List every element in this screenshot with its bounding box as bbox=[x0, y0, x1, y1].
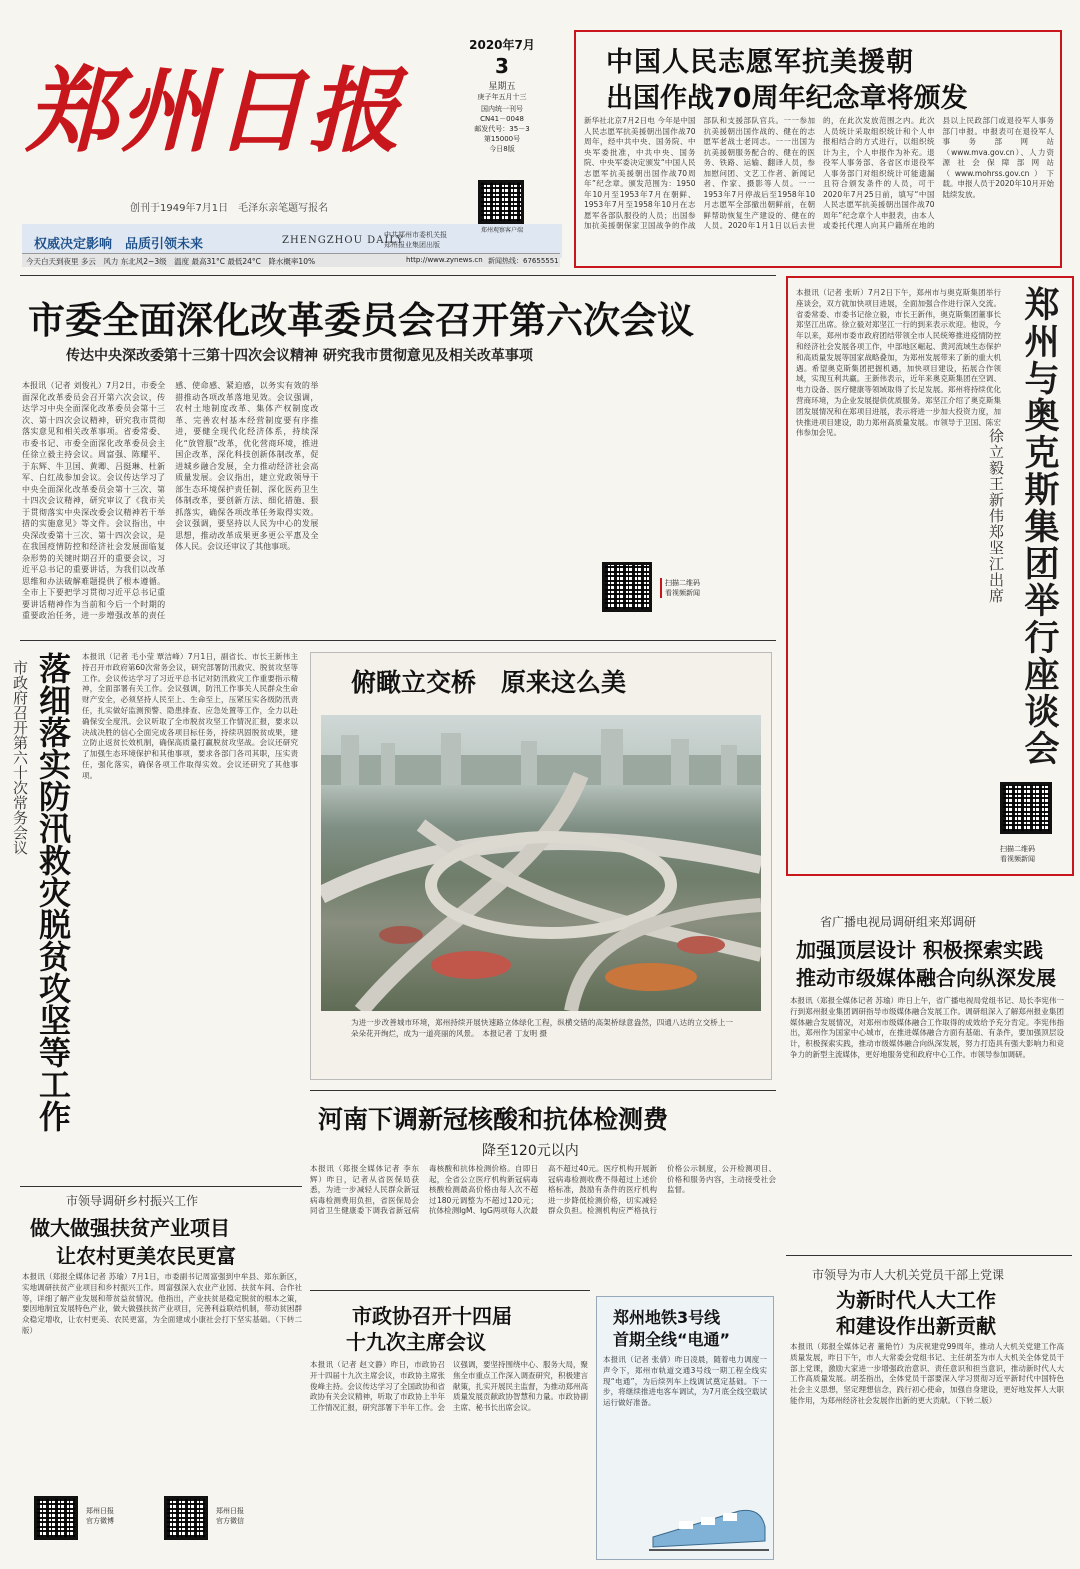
poverty-kicker: 市领导调研乡村振兴工作 bbox=[66, 1194, 199, 1208]
side-story-title: 郑州与奥克斯集团举行座谈会 bbox=[1019, 286, 1059, 767]
left-story-kicker: 市政府召开第六十次常务会议 bbox=[11, 660, 29, 855]
photo-title: 俯瞰立交桥 原来这么美 bbox=[351, 668, 627, 697]
slogan: 权威决定影响 品质引领未来 bbox=[34, 237, 204, 252]
cppcc-top-rule bbox=[310, 1290, 590, 1291]
top-story-box bbox=[574, 30, 1062, 268]
testing-body: 本报讯（郑报全媒体记者 李东辉）昨日，记者从省医保局获悉，为进一步减轻人民群众新冠病毒检测费用负担，省医保局会同省卫生健康委下调我省新冠病毒核酸和抗体检测价格。自即日起，全省公立医疗机构新冠病毒核酸检测最高价格由每人次不超过180元调整为不超过120元；抗体检测IgM、IgG两项每人次最高不超过40元。医疗机构开展新冠病毒检测收费不得超过上述价格标准，鼓励有条件的医疗机构进一步降低检测价格，切实减轻群众负担。检测机构应严格执行价格公示制度，公开检测项目、价格和服务内容，主动接受社会监督。 bbox=[310, 1164, 776, 1216]
publisher: 中共郑州市委机关报 郑州报业集团出版 bbox=[384, 231, 447, 249]
date-day: 3 bbox=[495, 54, 509, 78]
members-kicker: 市领导为市人大机关党员干部上党课 bbox=[812, 1268, 1005, 1282]
metro-title-1: 郑州地铁3号线 bbox=[613, 1308, 721, 1327]
interchange-photo bbox=[321, 715, 761, 1011]
metro-title-2: 首期全线“电通” bbox=[613, 1330, 731, 1349]
top-story-title-2: 出国作战70周年纪念章将颁发 bbox=[606, 83, 968, 114]
members-title-1: 为新时代人大工作 bbox=[836, 1288, 996, 1312]
issue-info: 国内统一刊号 CN41－0048 邮发代号：35－3 第15000号 今日8版 bbox=[474, 105, 530, 153]
newspaper-logo: 郑州日报 bbox=[26, 57, 403, 165]
left-story-title: 落细落实防汛救灾脱贫攻坚等工作 bbox=[34, 652, 72, 1132]
main-story-qr-code[interactable] bbox=[602, 562, 652, 612]
cppcc-body: 本报讯（记者 赵文静）昨日，市政协召开十四届十九次主席会议，市政协主席张俊峰主持。会议传达学习了全国政协和省政协有关会议精神，听取了市政协上半年工作情况汇报，研究部署下半年工作。会议强调，要坚持围绕中心、服务大局，聚焦全市重点工作深入调查研究，积极建言献策，扎实开展民主监督，为推动郑州高质量发展贡献政协智慧和力量。市政协副主席、秘书长出席会议。 bbox=[310, 1360, 588, 1413]
side-story-qr-caption: 扫描二维码 看视频新闻 bbox=[1000, 845, 1035, 863]
cppcc-title-2: 十九次主席会议 bbox=[346, 1330, 486, 1354]
weibo-qr-code[interactable] bbox=[34, 1496, 78, 1540]
train-illustration bbox=[649, 1497, 769, 1553]
side-story-body: 本报讯（记者 张昕）7月2日下午，郑州市与奥克斯集团举行座谈会，双方就加快项目进展，全面加强合作进行深入交流。省委常委、市委书记徐立毅，市长王新伟，奥克斯集团董事长郑坚江出席。徐立毅对郑坚江一行的到来表示欢迎。他说，今年以来，郑州市委市政府团结带领全市人民统筹推进疫情防控和经济社会发展各项工作，中部地区崛起、黄河流域生态保护和高质量发展等国家战略叠加，为郑州发展带来了新的重大机遇。希望奥克斯集团把握机遇，加快项目建设，拓展合作领域，实现互利共赢。王新伟表示，近年来奥克斯集团在空调、电力设备、医疗健康等领域取得了长足发展。郑州将持续优化营商环境，为企业发展提供优质服务。郑坚江介绍了奥克斯集团发展情况和在郑项目进展，表示将进一步加大投资力度，加快推进项目建设，助力郑州高质量发展。市领导于卫国、陈宏伟参加会见。 bbox=[796, 288, 1001, 438]
website-url[interactable]: http://www.zynews.cn bbox=[406, 256, 483, 264]
weather-bar bbox=[22, 253, 560, 267]
members-body: 本报讯（郑报全媒体记者 董艳竹）为庆祝建党99周年，推动人大机关党建工作高质量发展，昨日下午，市人大常委会党组书记、主任胡荃为市人大机关全体党员干部上党课，激励大家进一步增强政治意识、责任意识和担当意识，推动新时代人大工作高质量发展。胡荃指出，全体党员干部要深入学习贯彻习近平新时代中国特色社会主义思想，坚定理想信念，践行初心使命，加强自身建设，更好地发挥人大职能作用，为郑州经济社会发展作出新的更大贡献。（下转二版） bbox=[790, 1342, 1064, 1405]
broadcast-body: 本报讯（郑报全媒体记者 苏瑜）昨日上午，省广播电视局党组书记、局长李宪伟一行到郑州报业集团调研指导市级媒体融合发展工作。调研组深入了解郑州报业集团媒体融合发展情况，对郑州市级媒体融合工作取得的成效给予充分肯定。李宪伟指出，郑州作为国家中心城市，在推进媒体融合方面有基础、有条件，要加强顶层设计，积极探索实践，推动市级媒体融合向纵深发展，努力打造具有强大影响力和竞争力的新型主流媒体，更好地服务党和政府中心工作。市领导参加调研。 bbox=[790, 996, 1064, 1059]
wechat-qr-code[interactable] bbox=[164, 1496, 208, 1540]
hotline: 新闻热线：67655551 bbox=[488, 257, 559, 265]
app-qr-caption: 郑州观察客户端 bbox=[480, 227, 523, 234]
top-story-title-1: 中国人民志愿军抗美援朝 bbox=[606, 47, 914, 78]
testing-title: 河南下调新冠核酸和抗体检测费 bbox=[318, 1105, 669, 1134]
app-qr-code[interactable] bbox=[478, 180, 524, 224]
founded-note: 创刊于1949年7月1日 毛泽东亲笔题写报名 bbox=[130, 203, 329, 214]
poverty-title-2: 让农村更美农民更富 bbox=[56, 1244, 236, 1268]
main-story-qr-caption: 扫描二维码 看视频新闻 bbox=[660, 578, 700, 598]
top-story-body: 新华社北京7月2日电 今年是中国人民志愿军抗美援朝出国作战70周年，经中共中央、国务院、中央军委批准，中共中央、国务院、中央军委决定颁发“中国人民志愿军抗美援朝出国作战70周年”纪念章。颁发范围为：1950年10月至1953年7月在朝鲜、1953年7月至1958年10月在志愿军各部队服役的人员；出国参加抗美援朝保家卫国战争的作战部队和支援部队官兵。一一参加抗美援朝出国作战的、健在的志愿军老战士老同志。一一出国为抗美援朝服务配合的、健在的医务、铁路、运输、翻译人员，参加慰问团、文艺工作者、新闻记者、作家、摄影等人员。一一1953年7月停战后至1958年10月志愿军全部撤出朝鲜前，在朝鲜帮助恢复生产建设的、健在的人员。2020年1月1日以后去世的，在此次发放范围之内。此次人员统计采取组织统计和个人申报相结合的方式进行，以组织统计为主，个人申报作为补充。退役军人事务部、各省区市退役军人事务部门对组织统计可能遗漏且符合颁发条件的人员，可于2020年7月25日前，填写“中国人民志愿军抗美援朝出国作战70周年”纪念章个人申报表，由本人或委托代理人向其户籍所在地的县以上民政部门或退役军人事务部门申报。申报表可在退役军人事务部网站（www.mva.gov.cn）、人力资源社会保障部网站（www.mohrss.gov.cn）下载。申报人员于2020年10月开始陆续发放。 bbox=[584, 116, 1054, 230]
broadcast-title-1: 加强顶层设计 积极探索实践 bbox=[796, 938, 1043, 962]
lunar-date: 庚子年五月十三 bbox=[477, 93, 527, 101]
poverty-title-1: 做大做强扶贫产业项目 bbox=[30, 1216, 230, 1240]
photo-frame bbox=[310, 652, 772, 1080]
main-story-title: 市委全面深化改革委员会召开第六次会议 bbox=[28, 299, 694, 342]
metro-body: 本报讯（记者 张倩）昨日凌晨，随着电力调度一声令下，郑州市轨道交通3号线一期工程全线实现“电通”，为后续列车上线调试奠定基础。下一步，将继续推进电客车调试，为7月底全线空载试运行做好准备。 bbox=[603, 1355, 767, 1408]
testing-top-rule bbox=[310, 1090, 776, 1091]
main-story-subtitle: 传达中央深改委第十三第十四次会议精神 研究我市贯彻意见及相关改革事项 bbox=[66, 348, 533, 364]
main-story-body: 本报讯（记者 刘俊礼）7月2日，市委全面深化改革委员会召开第六次会议，传达学习中央全面深化改革委员会第十三次、第十四次会议精神，研究我市贯彻落实意见和相关改革事项。省委常委、市委书记、市委全面深化改革委员会主任徐立毅主持会议。周富强、陈耀平、于东辉、牛卫国、黄卿、吕挺琳、杜新军、白红战参加会议。会议传达学习了中央全面深化改革委员会第十三次、第十四次会议精神，研究审议了《我市关于贯彻落实中央深改委会议精神若干举措的实施意见》等文件。会议指出，中央深改委第十三次、第十四次会议，是在我国疫情防控和经济社会发展面临复杂形势的关键时期召开的重要会议，习近平总书记的重要讲话，为我们以改革思维和办法破解难题提供了根本遵循。全市上下要把学习贯彻习近平总书记重要讲话精神作为当前和今后一个时期的重要政治任务，进一步增强改革的责任感、使命感、紧迫感，以务实有效的举措推动各项改革落地见效。会议强调，农村土地制度改革、集体产权制度改革、完善农村基本经营制度要有序推进，要健全现代化经济体系，持续深化“放管服”改革，优化营商环境，推进国企改革，深化科技创新体制改革，促进城乡融合发展，全力推动经济社会高质量发展。会议指出，建立党政领导干部生态环境保护责任制、深化医药卫生体制改革，要创新方法、细化措施、狠抓落实，确保各项改革任务取得实效。会议强调，要坚持以人民为中心的发展思想，推动改革成果更多更公平惠及全体人民。会议还审议了其他事项。 bbox=[22, 381, 319, 620]
metro-box bbox=[596, 1296, 774, 1560]
wechat-qr-caption: 郑州日报 官方微信 bbox=[216, 1507, 244, 1525]
main-story-bottom-rule bbox=[20, 640, 776, 641]
side-story-box bbox=[786, 276, 1074, 876]
interchange-illustration bbox=[321, 715, 761, 1011]
cppcc-title-1: 市政协召开十四届 bbox=[352, 1304, 512, 1328]
left-story-body: 本报讯（记者 毛小莹 覃洁峰）7月1日，副省长、市长王新伟主持召开市政府第60次常务会议，研究部署防汛救灾、脱贫攻坚等工作。会议传达学习了习近平总书记对防汛救灾工作重要指示精神，全面部署有关工作。会议强调，防汛工作事关人民群众生命财产安全，必须坚持人民至上、生命至上，压紧压实各级防汛责任，扎实做好监测预警、隐患排查、应急处置等工作，全力以赴确保安全度汛。会议听取了全市脱贫攻坚工作情况汇报，要求以决战决胜的信心全面完成各项目标任务，持续巩固脱贫成果，建立防止返贫长效机制，确保高质量打赢脱贫攻坚战。会议还研究了加强生态环境保护和其他事项，要求各部门各司其职，压实责任，强化落实，确保各项工作取得实效。会议还研究了其他事项。 bbox=[82, 652, 298, 780]
main-story-top-rule bbox=[20, 275, 776, 276]
weekday: 星期五 bbox=[488, 82, 516, 92]
photo-caption: 为进一步改善城市环境，郑州持续开展快速路立体绿化工程，纵横交错的高架桥绿意盎然，四通八达的立交桥上一朵朵花开绚烂，成为一道亮丽的风景。 本报记者 丁友明 摄 bbox=[351, 1018, 733, 1038]
pinyin-name: ZHENGZHOU DAILY bbox=[282, 235, 404, 246]
weibo-qr-caption: 郑州日报 官方微博 bbox=[86, 1507, 114, 1525]
broadcast-kicker: 省广播电视局调研组来郑调研 bbox=[820, 915, 977, 929]
date-column bbox=[452, 34, 552, 234]
side-story-names: 徐立毅王新伟郑坚江出席 bbox=[987, 428, 1005, 604]
testing-subtitle: 降至120元以内 bbox=[482, 1143, 579, 1159]
weather-text: 今天白天到夜里 多云 风力 东北风2~3级 温度 最高31°C 最低24°C 降水概率10% bbox=[26, 257, 316, 266]
poverty-body: 本报讯（郑报全媒体记者 苏瑜）7月1日，市委副书记周富强到中牟县、郑东新区，实地调研扶贫产业项目和乡村振兴工作。周富强深入农业产业园、扶贫车间、合作社等，详细了解产业发展和带贫益贫情况。他指出，产业扶贫是稳定脱贫的根本之策，要因地制宜发展特色产业，做大做强扶贫产业项目，完善利益联结机制，带动贫困群众稳定增收，让农村更美、农民更富，为全面建成小康社会打下坚实基础。（下转二版） bbox=[22, 1272, 302, 1335]
date-year-month: 2020年7月 bbox=[469, 38, 535, 52]
members-title-2: 和建设作出新贡献 bbox=[836, 1314, 996, 1338]
poverty-top-rule bbox=[20, 1186, 302, 1187]
broadcast-bottom-rule bbox=[786, 1255, 1072, 1256]
side-story-qr-code[interactable] bbox=[1000, 782, 1052, 834]
loop-ramp bbox=[431, 837, 671, 933]
broadcast-title-2: 推动市级媒体融合向纵深发展 bbox=[796, 966, 1056, 990]
